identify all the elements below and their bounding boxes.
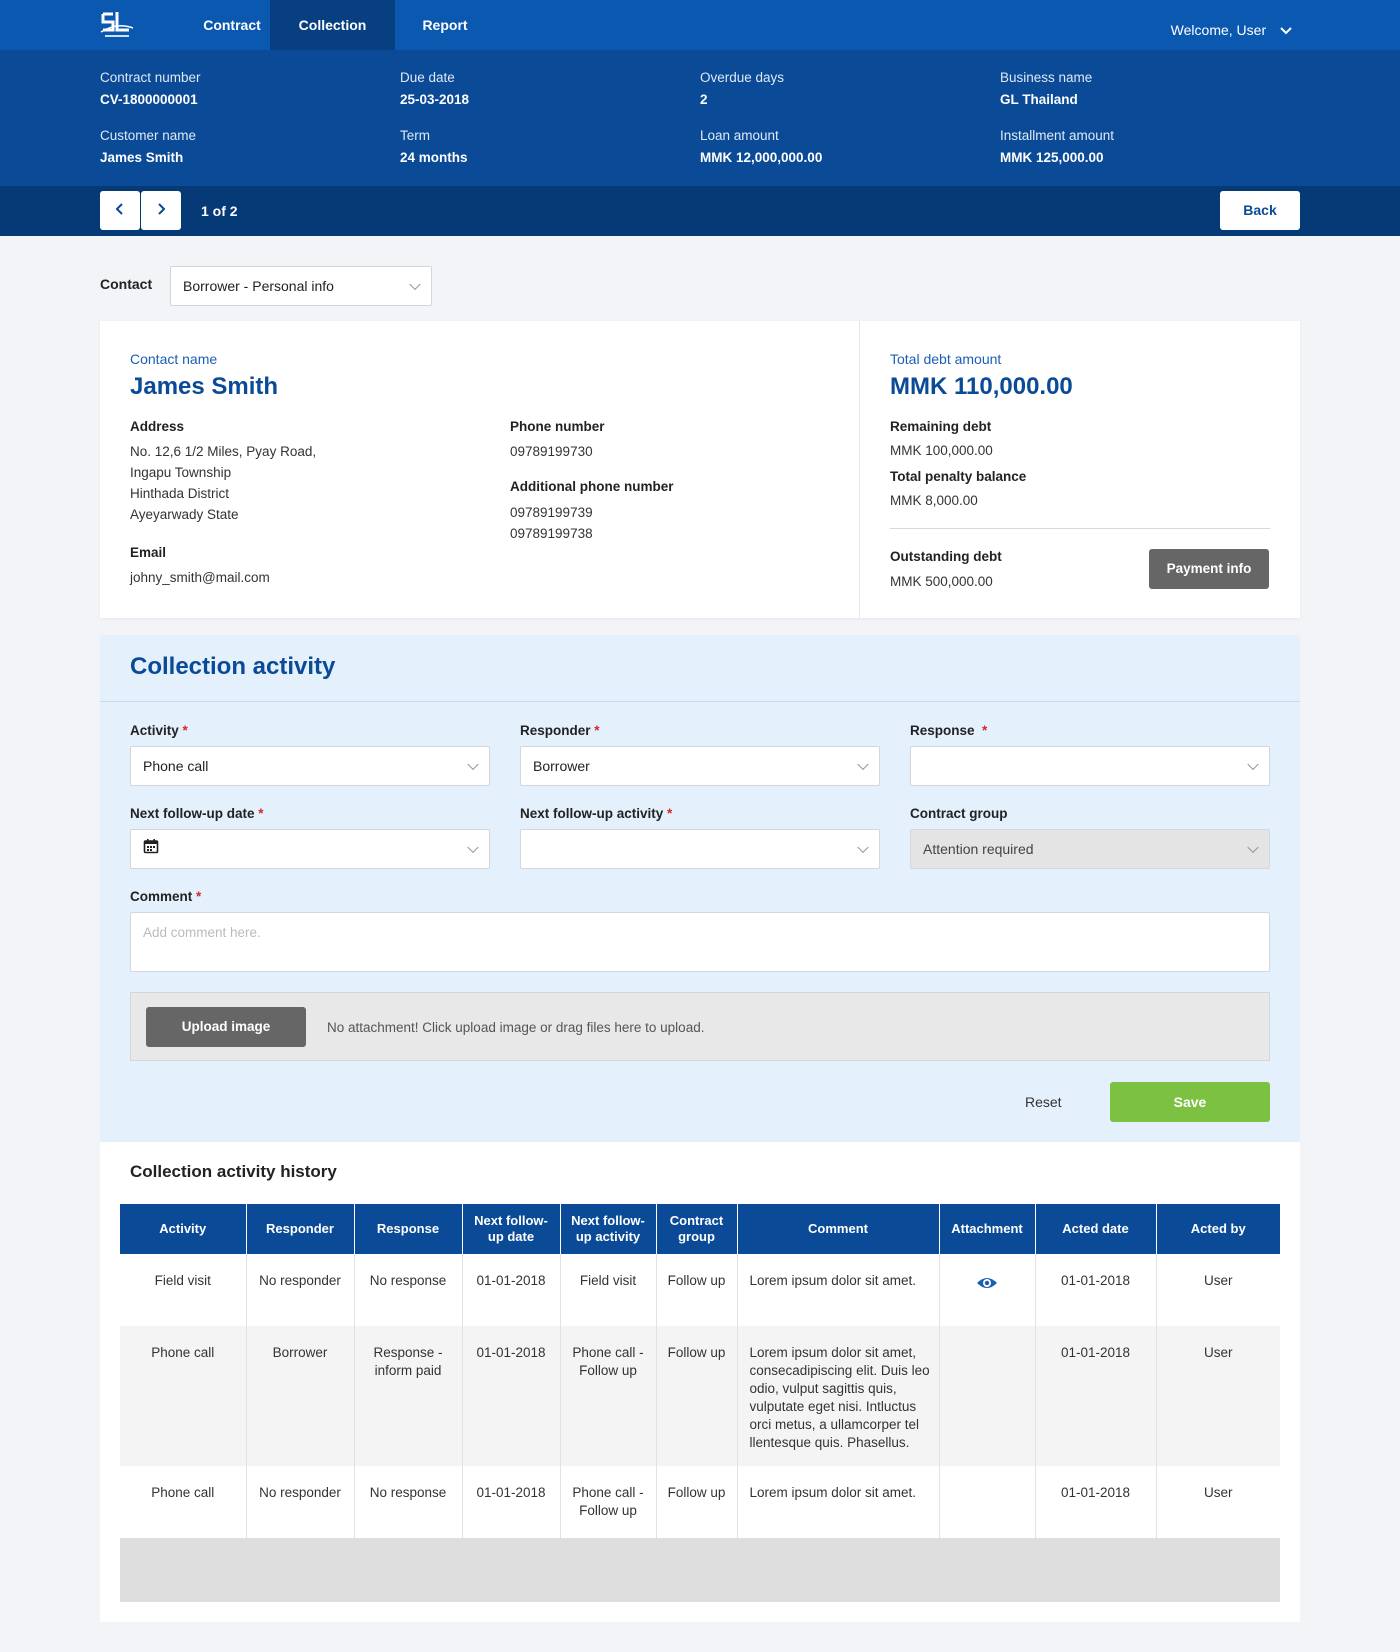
column-header[interactable]: Activity [120,1204,246,1254]
cell-comment: Lorem ipsum dolor sit amet. [737,1254,939,1326]
card-divider [859,321,860,618]
cell-response: No response [354,1254,462,1326]
chevron-down-icon [857,759,868,770]
table-footer [120,1538,1280,1602]
contact-name: James Smith [130,373,279,400]
penalty-label: Total penalty balance [890,469,1027,484]
cell-next-date: 01-01-2018 [462,1254,560,1326]
additional-phone-label: Additional phone number [510,479,674,494]
cell-response: No response [354,1466,462,1538]
tab-contract[interactable]: Contract [203,17,261,33]
cell-acted-date: 01-01-2018 [1035,1466,1156,1538]
cell-comment: Lorem ipsum dolor sit amet. [737,1466,939,1538]
responder-label: Responder * [520,723,600,738]
welcome-text: Welcome, User [1170,22,1267,38]
cell-group: Follow up [656,1466,737,1538]
column-header[interactable]: Acted by [1156,1204,1280,1254]
next-followup-activity-select[interactable] [520,829,880,869]
tab-collection[interactable]: Collection [270,0,395,50]
contact-card [100,321,1300,618]
column-header[interactable]: Attachment [939,1204,1035,1254]
table-footer-cell [120,1538,1280,1602]
comment-textarea[interactable]: Add comment here. [130,912,1270,972]
overdue-days: Overdue days 2 [700,70,785,107]
cell-activity: Field visit [120,1254,246,1326]
cell-acted-by: User [1156,1466,1280,1538]
chevron-down-icon [1247,842,1258,853]
cell-group: Follow up [656,1254,737,1326]
cell-next-date: 01-01-2018 [462,1326,560,1466]
additional-phones: 09789199739 09789199738 [510,505,593,541]
responder-select[interactable]: Borrower [520,746,880,786]
customer-name: Customer name James Smith [100,128,197,165]
user-menu[interactable] [1171,0,1292,50]
chevron-down-icon [467,759,478,770]
email-value[interactable]: johny_smith@mail.com [130,570,270,585]
cell-acted-date: 01-01-2018 [1035,1326,1156,1466]
cell-activity: Phone call [120,1466,246,1538]
cell-response: Response - inform paid [354,1326,462,1466]
divider [100,701,1300,702]
response-label: Response * [910,723,988,738]
cell-acted-by: User [1156,1326,1280,1466]
cell-group: Follow up [656,1326,737,1466]
chevron-right-icon [156,202,166,219]
column-header[interactable]: Responder [246,1204,354,1254]
reset-button[interactable]: Reset [1025,1094,1062,1110]
contact-name-label: Contact name [130,351,218,367]
upload-drop-zone[interactable] [130,992,1270,1061]
payment-info-button[interactable]: Payment info [1149,549,1269,589]
pager-bar [0,186,1400,236]
cell-acted-date: 01-01-2018 [1035,1254,1156,1326]
activity-label: Activity * [130,723,188,738]
installment-amount: Installment amount MMK 125,000.00 [1000,128,1115,165]
remaining-debt-value: MMK 100,000.00 [890,443,993,458]
cell-next-activity: Phone call - Follow up [560,1466,656,1538]
response-select[interactable] [910,746,1270,786]
app-logo[interactable] [99,10,135,40]
chevron-down-icon [467,842,478,853]
column-header[interactable]: Contract group [656,1204,737,1254]
contract-summary [0,50,1400,186]
cell-attachment [939,1254,1035,1326]
column-header[interactable]: Response [354,1204,462,1254]
contract-group-label: Contract group [910,806,1008,821]
collection-activity-form [100,635,1300,1142]
business-name: Business name GL Thailand [1000,70,1093,107]
cell-next-date: 01-01-2018 [462,1466,560,1538]
cell-activity: Phone call [120,1326,246,1466]
cell-comment: Lorem ipsum dolor sit amet, consecadipiscing elit. Duis leo odio, vulput sagittis quis, vulputate eget nisi. Intluctus orci metus, a ullamcorper tel llentesque quis. Phasellus. [737,1326,939,1466]
divider [890,528,1270,529]
total-debt-label: Total debt amount [890,351,1002,367]
table-row [120,1254,1280,1326]
chevron-down-icon [409,279,420,290]
loan-amount: Loan amount MMK 12,000,000.00 [700,128,823,165]
term: Term 24 months [400,128,468,165]
next-followup-activity-label: Next follow-up activity * [520,806,673,821]
column-header[interactable]: Next follow-up date [462,1204,560,1254]
cell-responder: No responder [246,1254,354,1326]
address: No. 12,6 1/2 Miles, Pyay Road, Ingapu Township Hinthada District Ayeyarwady State [130,444,317,522]
tab-report[interactable]: Report [422,17,468,33]
upload-message: No attachment! Click upload image or drag files here to upload. [327,1020,705,1035]
activity-select[interactable]: Phone call [130,746,490,786]
collection-activity-title: Collection activity [130,653,336,680]
page-count: 1 of 2 [201,203,238,219]
column-header[interactable]: Acted date [1035,1204,1156,1254]
back-button[interactable]: Back [1220,191,1300,230]
cell-responder: Borrower [246,1326,354,1466]
next-followup-date-label: Next follow-up date * [130,806,264,821]
comment-label: Comment * [130,889,202,904]
eye-icon[interactable] [976,1276,998,1295]
history-title: Collection activity history [130,1162,337,1181]
table-header-row [120,1204,1280,1254]
table-row [120,1466,1280,1538]
upload-image-button[interactable]: Upload image [146,1007,306,1047]
penalty-value: MMK 8,000.00 [890,493,978,508]
contract-group-select: Attention required [910,829,1270,869]
save-button[interactable]: Save [1110,1082,1270,1122]
cell-acted-by: User [1156,1254,1280,1326]
remaining-debt-label: Remaining debt [890,419,992,434]
contact-label: Contact [100,276,153,292]
chevron-down-icon [857,842,868,853]
cell-attachment [939,1326,1035,1466]
column-header[interactable]: Next follow-up activity [560,1204,656,1254]
due-date: Due date 25-03-2018 [400,70,470,107]
chevron-down-icon [1247,759,1258,770]
cell-responder: No responder [246,1466,354,1538]
outstanding-debt-value: MMK 500,000.00 [890,574,993,589]
chevron-left-icon [115,202,125,219]
outstanding-debt-label: Outstanding debt [890,549,1002,564]
cell-next-activity: Phone call - Follow up [560,1326,656,1466]
top-nav-bar [0,0,1400,50]
cell-attachment [939,1466,1035,1538]
calendar-icon [143,830,159,868]
contract-number: Contract number CV-1800000001 [100,70,201,107]
address-label: Address [130,419,185,434]
table-row [120,1326,1280,1466]
next-followup-date-picker[interactable] [130,829,490,869]
cell-next-activity: Field visit [560,1254,656,1326]
column-header[interactable]: Comment [737,1204,939,1254]
previous-button[interactable] [100,191,140,230]
total-debt-amount: MMK 110,000.00 [890,373,1073,400]
phone-label: Phone number [510,419,605,434]
next-button[interactable] [141,191,181,230]
contact-select[interactable]: Borrower - Personal info [170,266,432,306]
history-table [120,1204,1280,1602]
phone-value[interactable]: 09789199730 [510,444,593,459]
email-label: Email [130,545,167,560]
collection-activity-history [100,1142,1300,1622]
